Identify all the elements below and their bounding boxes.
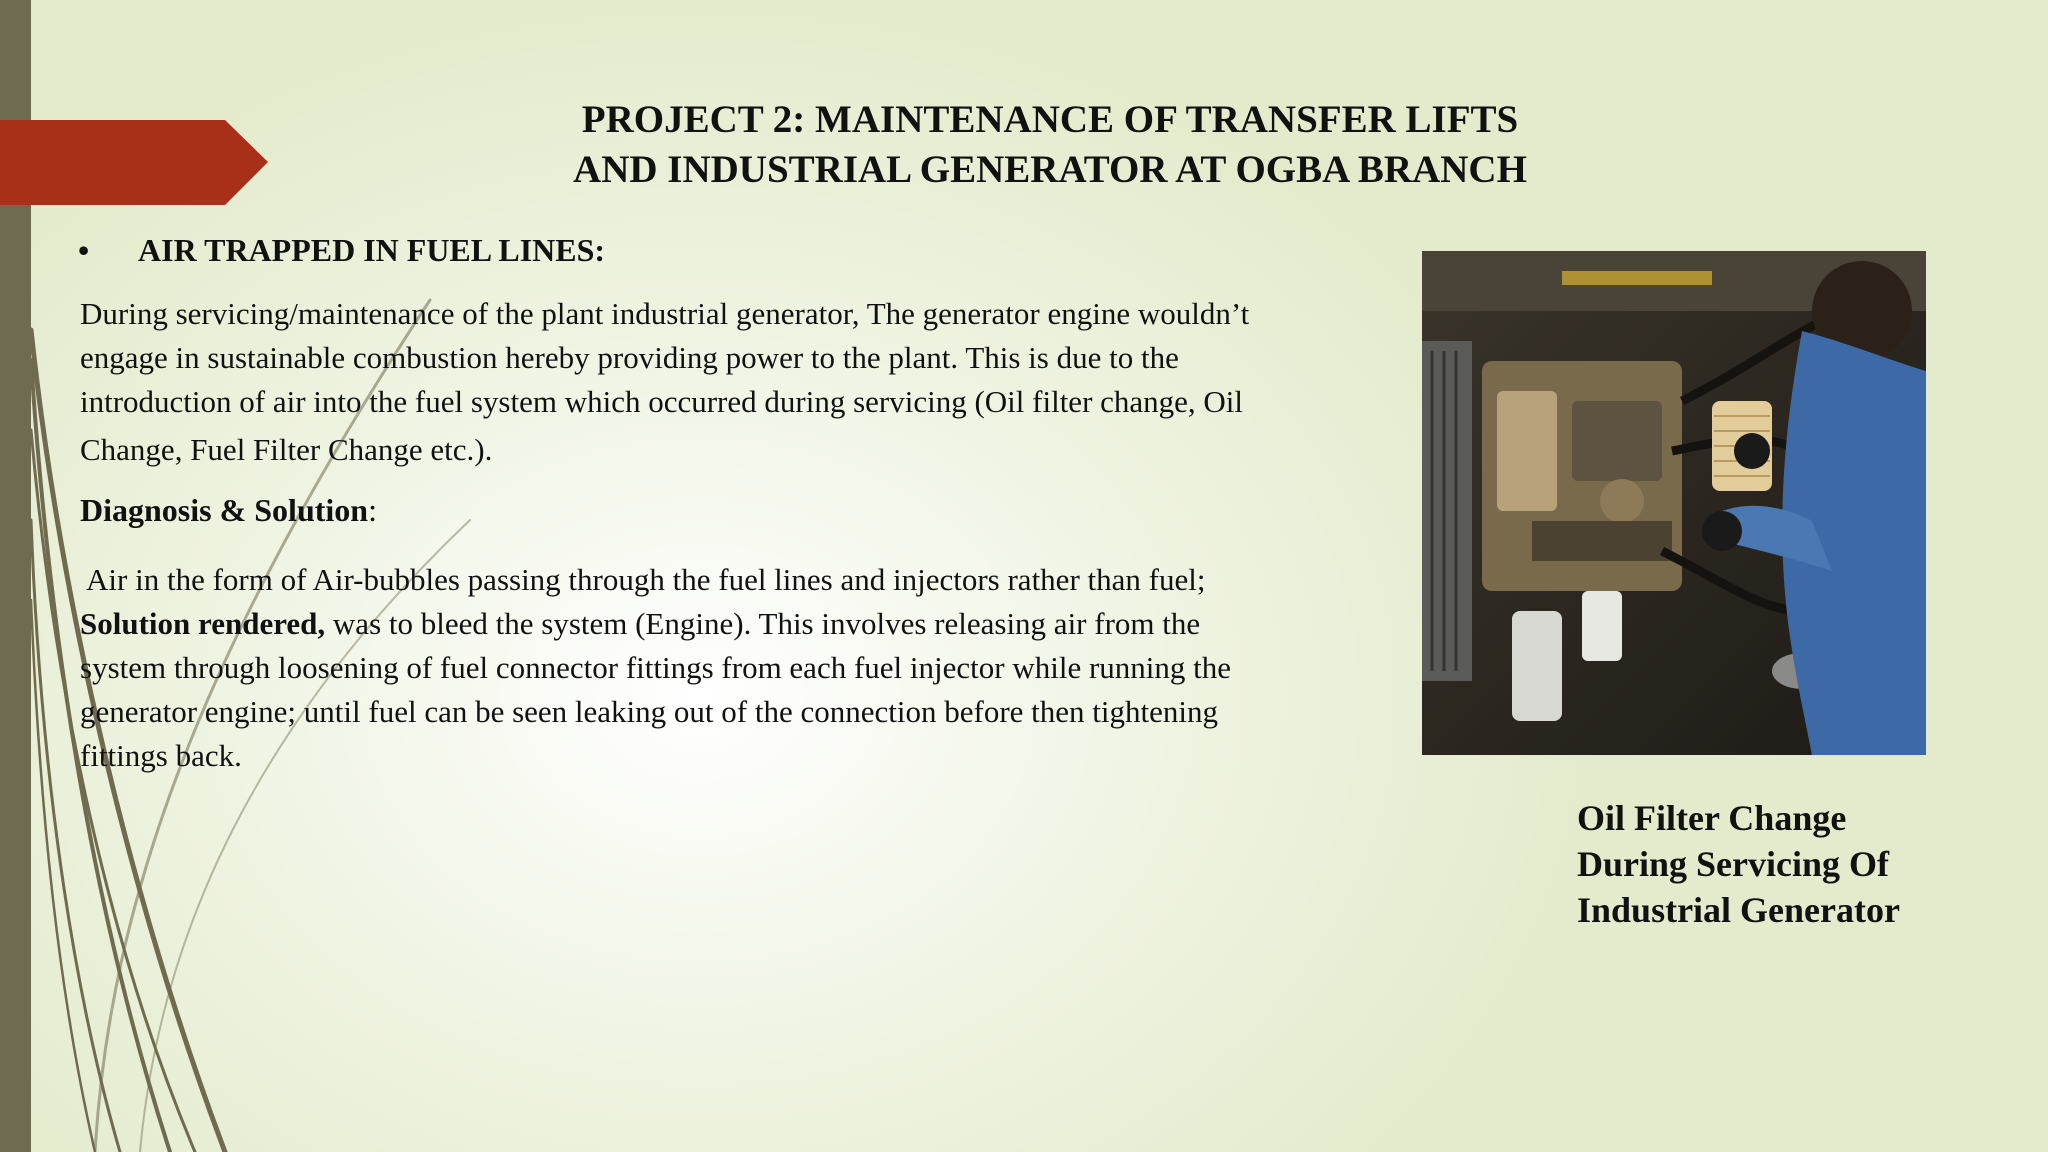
page-title [500, 95, 1600, 195]
title-line-2: AND INDUSTRIAL GENERATOR AT OGBA BRANCH [573, 148, 1527, 191]
diagnosis-colon: : [368, 492, 377, 528]
title-line-1: PROJECT 2: MAINTENANCE OF TRANSFER LIFTS [581, 98, 1519, 141]
section-heading-text: AIR TRAPPED IN FUEL LINES: [138, 232, 606, 268]
paragraph-solution [80, 558, 1390, 778]
section-heading [78, 232, 605, 269]
engine-photo [1422, 251, 1926, 755]
paragraph-line: system through loosening of fuel connector fittings from each fuel injector while running the [80, 650, 1232, 685]
paragraph-line: introduction of air into the fuel system which occurred during servicing (Oil filter change, Oil [80, 384, 1244, 419]
solution-label: Solution rendered, [80, 606, 326, 641]
paragraph-line: During servicing/maintenance of the plant industrial generator, The generator engine wouldn’t [80, 296, 1250, 331]
caption-line: During Servicing Of [1577, 844, 1889, 884]
engine-photo-illustration [1422, 251, 1926, 755]
diagnosis-heading [80, 492, 377, 529]
paragraph-line [80, 602, 1390, 646]
title-arrow-banner [0, 120, 268, 205]
bullet-icon: • [78, 232, 90, 268]
paragraph-line-rest: was to bleed the system (Engine). This involves releasing air from the [325, 606, 1201, 641]
paragraph-line: Change, Fuel Filter Change etc.). [80, 432, 493, 467]
paragraph-line: fittings back. [80, 738, 242, 773]
caption-line: Oil Filter Change [1577, 798, 1847, 838]
paragraph-problem [80, 292, 1390, 472]
paragraph-line: engage in sustainable combustion hereby providing power to the plant. This is due to the [80, 340, 1179, 375]
caption-line: Industrial Generator [1577, 890, 1900, 930]
photo-caption [1577, 795, 1977, 933]
paragraph-line: Air in the form of Air-bubbles passing through the fuel lines and injectors rather than fuel; [80, 562, 1206, 597]
diagnosis-label: Diagnosis & Solution [80, 492, 369, 528]
paragraph-line: generator engine; until fuel can be seen leaking out of the connection before then tightening [80, 694, 1218, 729]
